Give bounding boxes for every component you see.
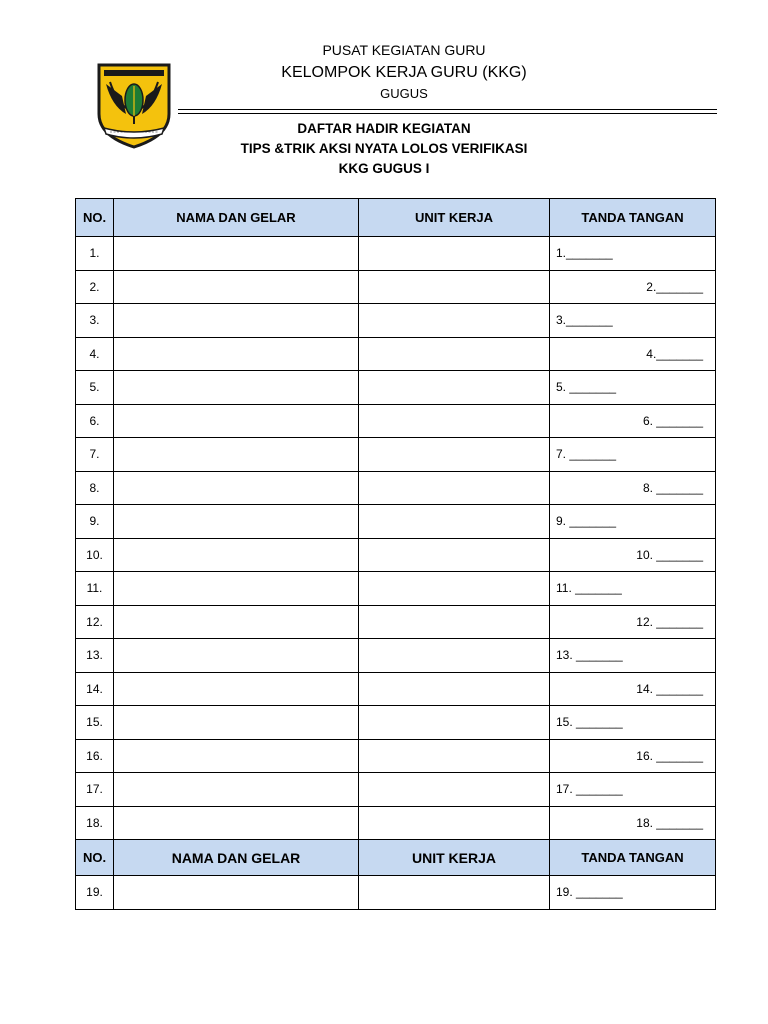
header-divider-thin	[178, 109, 717, 110]
unit-cell[interactable]	[359, 505, 550, 539]
signature-cell[interactable]: 18. _______	[550, 806, 716, 840]
column-header-signature: TANDA TANGAN	[550, 199, 716, 237]
table-row	[76, 270, 716, 304]
table-row	[76, 371, 716, 405]
row-number: 14.	[76, 672, 114, 706]
document-group: KKG GUGUS I	[338, 161, 430, 176]
table-row	[76, 572, 716, 606]
table-row	[76, 304, 716, 338]
row-number: 19.	[76, 876, 114, 910]
unit-cell[interactable]	[359, 237, 550, 271]
unit-cell[interactable]	[359, 471, 550, 505]
table-row	[76, 471, 716, 505]
unit-cell[interactable]	[359, 739, 550, 773]
table-row	[76, 672, 716, 706]
unit-cell[interactable]	[359, 270, 550, 304]
unit-cell[interactable]	[359, 773, 550, 807]
column-header-no: NO.	[76, 840, 114, 876]
name-cell[interactable]	[114, 304, 359, 338]
table-row	[76, 438, 716, 472]
signature-cell[interactable]: 19. _______	[550, 876, 716, 910]
table-row	[76, 706, 716, 740]
name-cell[interactable]	[114, 371, 359, 405]
row-number: 11.	[76, 572, 114, 606]
table-row	[76, 505, 716, 539]
row-number: 13.	[76, 639, 114, 673]
name-cell[interactable]	[114, 572, 359, 606]
unit-cell[interactable]	[359, 304, 550, 338]
name-cell[interactable]	[114, 876, 359, 910]
row-number: 12.	[76, 605, 114, 639]
table-row	[76, 237, 716, 271]
attendance-table	[75, 198, 716, 910]
signature-cell[interactable]: 12. _______	[550, 605, 716, 639]
row-number: 6.	[76, 404, 114, 438]
unit-cell[interactable]	[359, 337, 550, 371]
row-number: 17.	[76, 773, 114, 807]
table-header-row-repeat	[76, 840, 716, 876]
signature-cell[interactable]: 10. _______	[550, 538, 716, 572]
header-divider-thick	[178, 113, 717, 114]
column-header-name: NAMA DAN GELAR	[114, 199, 359, 237]
row-number: 7.	[76, 438, 114, 472]
name-cell[interactable]	[114, 773, 359, 807]
signature-cell[interactable]: 6. _______	[550, 404, 716, 438]
signature-cell[interactable]: 13. _______	[550, 639, 716, 673]
row-number: 5.	[76, 371, 114, 405]
signature-cell[interactable]: 16. _______	[550, 739, 716, 773]
unit-cell[interactable]	[359, 438, 550, 472]
table-row	[76, 605, 716, 639]
signature-cell[interactable]: 17. _______	[550, 773, 716, 807]
name-cell[interactable]	[114, 672, 359, 706]
signature-cell[interactable]: 4._______	[550, 337, 716, 371]
name-cell[interactable]	[114, 404, 359, 438]
name-cell[interactable]	[114, 505, 359, 539]
name-cell[interactable]	[114, 471, 359, 505]
name-cell[interactable]	[114, 605, 359, 639]
signature-cell[interactable]: 3._______	[550, 304, 716, 338]
signature-cell[interactable]: 15. _______	[550, 706, 716, 740]
unit-cell[interactable]	[359, 371, 550, 405]
header-line-1: PUSAT KEGIATAN GURU	[322, 42, 486, 58]
column-header-signature: TANDA TANGAN	[550, 840, 716, 876]
signature-cell[interactable]: 9. _______	[550, 505, 716, 539]
header-line-3: GUGUS	[380, 86, 428, 101]
unit-cell[interactable]	[359, 706, 550, 740]
signature-cell[interactable]: 8. _______	[550, 471, 716, 505]
row-number: 3.	[76, 304, 114, 338]
name-cell[interactable]	[114, 237, 359, 271]
name-cell[interactable]	[114, 706, 359, 740]
signature-cell[interactable]: 2._______	[550, 270, 716, 304]
row-number: 1.	[76, 237, 114, 271]
table-row	[76, 806, 716, 840]
signature-cell[interactable]: 5. _______	[550, 371, 716, 405]
row-number: 16.	[76, 739, 114, 773]
table-row	[76, 739, 716, 773]
unit-cell[interactable]	[359, 806, 550, 840]
document-title: DAFTAR HADIR KEGIATAN	[297, 121, 471, 136]
row-number: 15.	[76, 706, 114, 740]
name-cell[interactable]	[114, 538, 359, 572]
table-row	[76, 639, 716, 673]
table-row	[76, 404, 716, 438]
unit-cell[interactable]	[359, 876, 550, 910]
signature-cell[interactable]: 7. _______	[550, 438, 716, 472]
unit-cell[interactable]	[359, 538, 550, 572]
signature-cell[interactable]: 1._______	[550, 237, 716, 271]
name-cell[interactable]	[114, 639, 359, 673]
name-cell[interactable]	[114, 739, 359, 773]
header-line-2: KELOMPOK KERJA GURU (KKG)	[281, 64, 527, 81]
unit-cell[interactable]	[359, 672, 550, 706]
unit-cell[interactable]	[359, 605, 550, 639]
row-number: 4.	[76, 337, 114, 371]
row-number: 8.	[76, 471, 114, 505]
column-header-name: NAMA DAN GELAR	[114, 840, 359, 876]
name-cell[interactable]	[114, 337, 359, 371]
signature-cell[interactable]: 11. _______	[550, 572, 716, 606]
row-number: 2.	[76, 270, 114, 304]
unit-cell[interactable]	[359, 572, 550, 606]
table-row	[76, 337, 716, 371]
table-row	[76, 876, 716, 910]
row-number: 9.	[76, 505, 114, 539]
document-subtitle: TIPS &TRIK AKSI NYATA LOLOS VERIFIKASI	[240, 141, 528, 156]
name-cell[interactable]	[114, 806, 359, 840]
column-header-no: NO.	[76, 199, 114, 237]
column-header-unit: UNIT KERJA	[359, 199, 550, 237]
row-number: 18.	[76, 806, 114, 840]
table-row	[76, 773, 716, 807]
table-row	[76, 538, 716, 572]
unit-cell[interactable]	[359, 404, 550, 438]
name-cell[interactable]	[114, 270, 359, 304]
column-header-unit: UNIT KERJA	[359, 840, 550, 876]
row-number: 10.	[76, 538, 114, 572]
unit-cell[interactable]	[359, 639, 550, 673]
table-header-row	[76, 199, 716, 237]
name-cell[interactable]	[114, 438, 359, 472]
signature-cell[interactable]: 14. _______	[550, 672, 716, 706]
